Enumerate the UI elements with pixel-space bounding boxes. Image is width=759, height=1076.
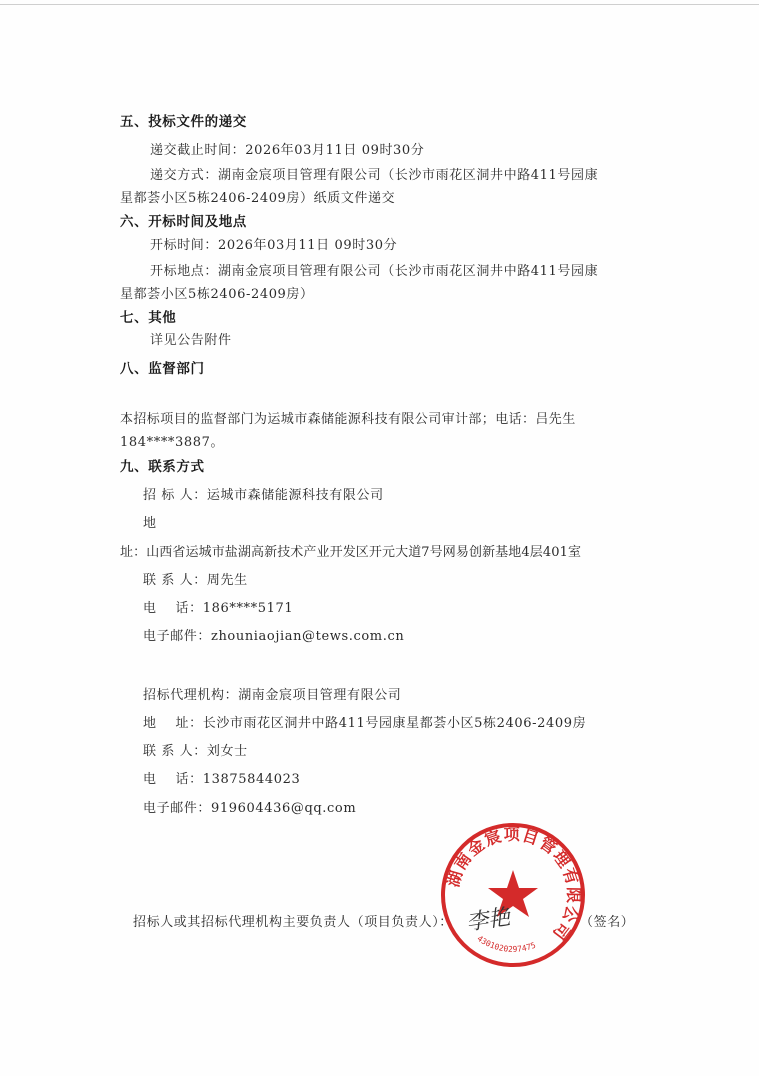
section5-heading: 五、投标文件的递交 — [120, 114, 247, 130]
handwritten-signature: 李艳 — [464, 905, 512, 936]
signature-label: （签名） — [580, 915, 635, 930]
agency-name: 招标代理机构：湖南金宸项目管理有限公司 — [143, 688, 402, 703]
signature-line: 招标人或其招标代理机构主要负责人（项目负责人）： — [133, 915, 453, 930]
section6-place-line2: 星都荟小区5栋2406-2409房） — [120, 287, 314, 302]
section6-place-line1: 开标地点：湖南金宸项目管理有限公司（长沙市雨花区洞井中路411号园康 — [150, 264, 599, 279]
section7-text: 详见公告附件 — [150, 333, 232, 348]
seal-number: 4301020297475 — [475, 933, 537, 954]
agency-phone: 电 话：13875844023 — [143, 772, 301, 787]
tenderer-line: 招 标 人：运城市森储能源科技有限公司 — [143, 488, 384, 503]
top-border-line — [0, 4, 759, 5]
section5-method-line1: 递交方式：湖南金宸项目管理有限公司（长沙市雨花区洞井中路411号园康 — [150, 168, 599, 183]
section8-line1: 本招标项目的监督部门为运城市森储能源科技有限公司审计部；电话：吕先生 — [120, 412, 576, 427]
section5-method-line2: 星都荟小区5栋2406-2409房）纸质文件递交 — [120, 191, 396, 206]
section7-heading: 七、其他 — [120, 310, 177, 326]
section5-deadline: 递交截止时间：2026年03月11日 09时30分 — [150, 143, 425, 158]
section8-heading: 八、监督部门 — [120, 361, 205, 377]
tenderer-email: 电子邮件：zhouniaojian@tews.com.cn — [143, 629, 405, 644]
agency-address: 地 址：长沙市雨花区洞井中路411号园康星都荟小区5栋2406-2409房 — [143, 716, 587, 731]
address-label: 地 — [143, 516, 157, 531]
seal-text: 湖南金宸项目管理有限公司 — [443, 824, 584, 945]
section9-heading: 九、联系方式 — [120, 459, 205, 475]
tenderer-contact: 联 系 人：周先生 — [143, 573, 248, 588]
agency-contact: 联 系 人：刘女士 — [143, 744, 248, 759]
section6-heading: 六、开标时间及地点 — [120, 214, 247, 230]
agency-email: 电子邮件：919604436@qq.com — [143, 801, 357, 816]
company-seal-stamp — [438, 820, 588, 970]
section8-line2: 184****3887。 — [120, 435, 225, 450]
section6-time: 开标时间：2026年03月11日 09时30分 — [150, 238, 398, 253]
tenderer-phone: 电 话：186****5171 — [143, 601, 294, 616]
tenderer-address: 址：山西省运城市盐湖高新技术产业开发区开元大道7号网易创新基地4层401室 — [120, 545, 582, 560]
